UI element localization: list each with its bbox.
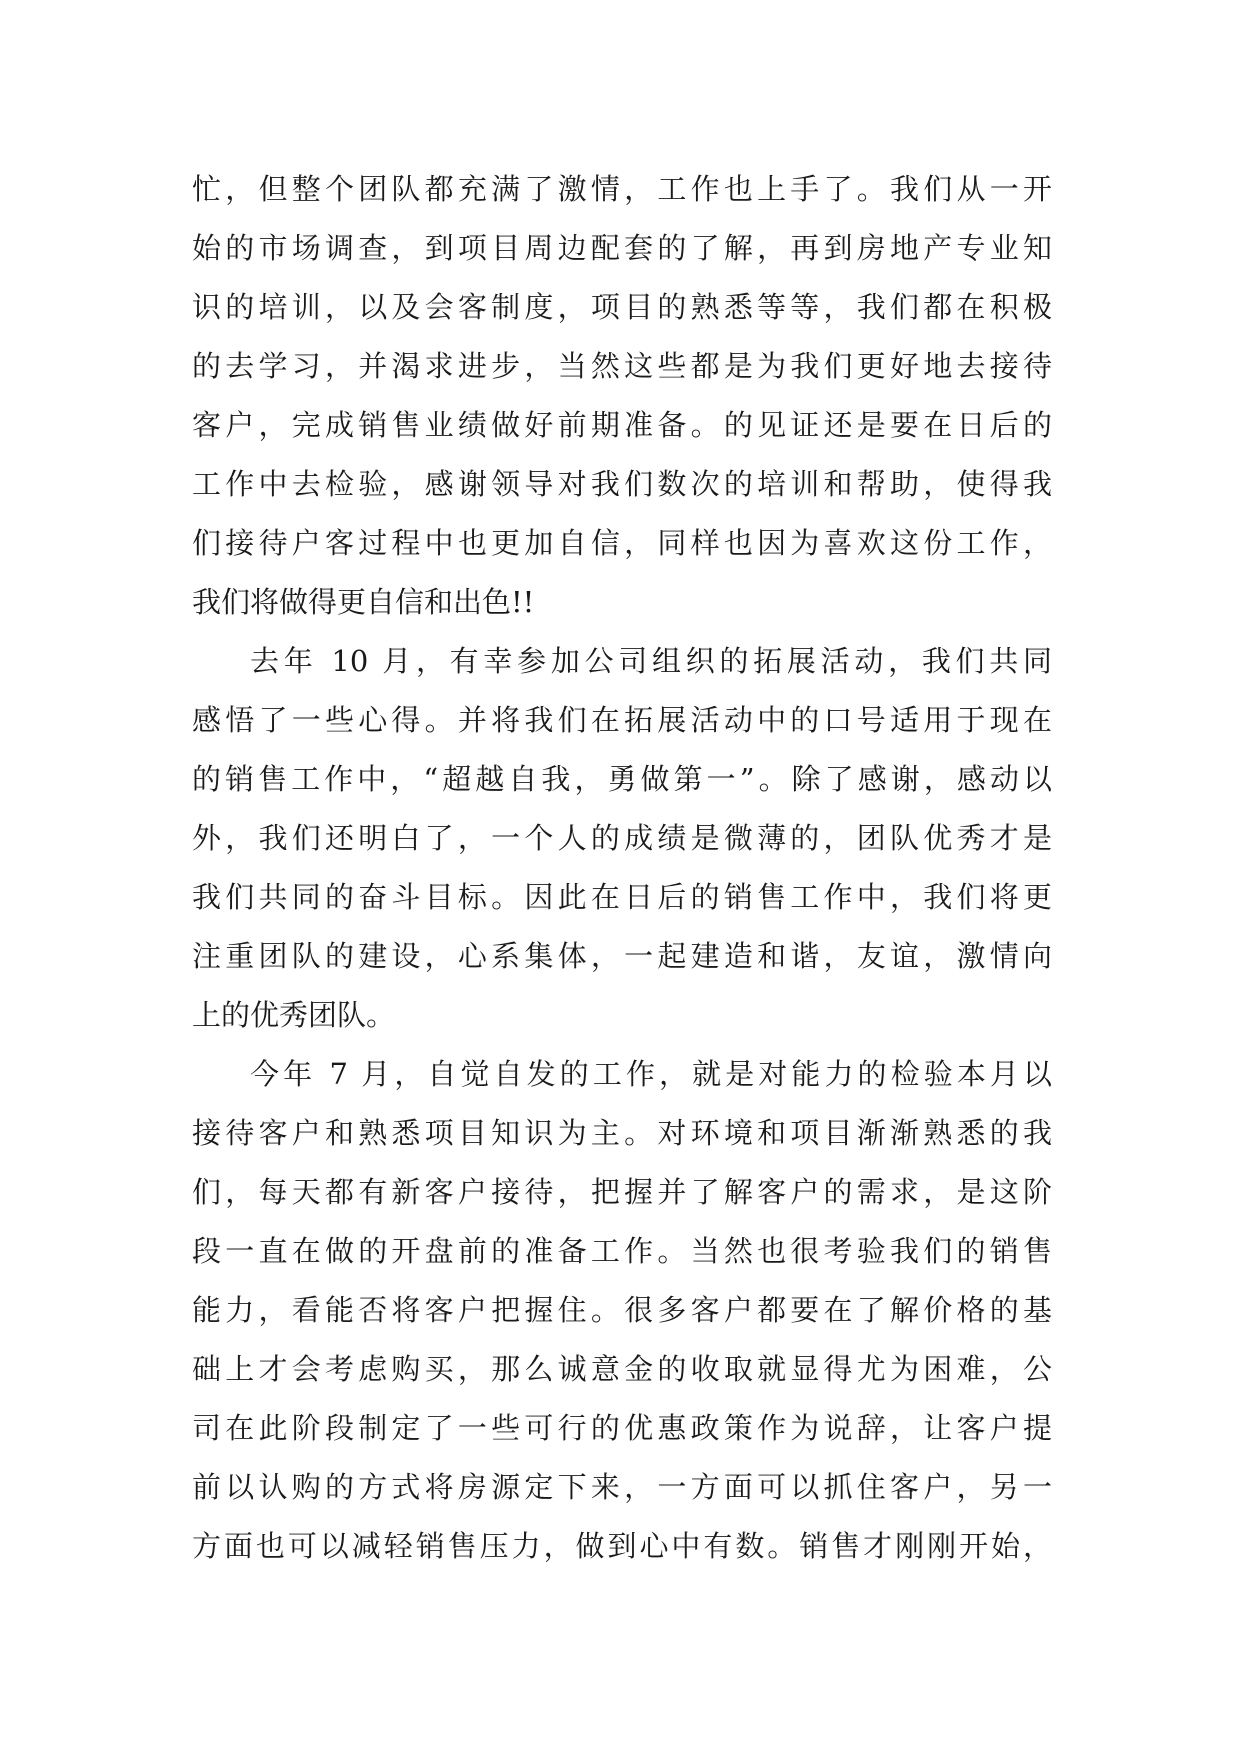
paragraph-3-line-3: 们，每天都有新客户接待，把握并了解客户的需求，是这阶 [192,1175,1052,1209]
paragraph-1-line-8: 我们将做得更自信和出色!! [192,585,535,619]
paragraph-3-line-9: 方面也可以减轻销售压力，做到心中有数。销售才刚刚开始， [192,1529,1052,1563]
paragraph-1-line-5: 客户，完成销售业绩做好前期准备。的见证还是要在日后的 [192,408,1052,442]
paragraph-2-line-4: 外，我们还明白了，一个人的成绩是微薄的，团队优秀才是 [192,821,1052,855]
paragraph-3-line-7: 司在此阶段制定了一些可行的优惠政策作为说辞，让客户提 [192,1411,1052,1445]
paragraph-2-line-7: 上的优秀团队。 [192,998,396,1032]
paragraph-1-line-6: 工作中去检验，感谢领导对我们数次的培训和帮助，使得我 [192,467,1052,501]
paragraph-3-line-5: 能力，看能否将客户把握住。很多客户都要在了解价格的基 [192,1293,1052,1327]
paragraph-1-line-1: 忙，但整个团队都充满了激情，工作也上手了。我们从一开 [192,172,1052,206]
paragraph-2-line-3: 的销售工作中，“超越自我，勇做第一”。除了感谢，感动以 [192,762,1052,796]
paragraph-3-line-6: 础上才会考虑购买，那么诚意金的收取就显得尤为困难，公 [192,1352,1052,1386]
paragraph-2-line-6: 注重团队的建设，心系集体，一起建造和谐，友谊，激情向 [192,939,1052,973]
paragraph-2-line-2: 感悟了一些心得。并将我们在拓展活动中的口号适用于现在 [192,703,1052,737]
paragraph-1-line-2: 始的市场调查，到项目周边配套的了解，再到房地产专业知 [192,231,1052,265]
paragraph-1-line-7: 们接待户客过程中也更加自信，同样也因为喜欢这份工作， [192,526,1052,560]
document-body [192,160,1052,1576]
paragraph-2-line-5: 我们共同的奋斗目标。因此在日后的销售工作中，我们将更 [192,880,1052,914]
paragraph-3-line-2: 接待客户和熟悉项目知识为主。对环境和项目渐渐熟悉的我 [192,1116,1052,1150]
paragraph-3-line-1: 今年 7 月，自觉自发的工作，就是对能力的检验本月以 [250,1057,1052,1091]
paragraph-3-line-8: 前以认购的方式将房源定下来，一方面可以抓住客户，另一 [192,1470,1052,1504]
paragraph-2-line-1: 去年 10 月，有幸参加公司组织的拓展活动，我们共同 [250,644,1052,678]
paragraph-1-line-4: 的去学习，并渴求进步，当然这些都是为我们更好地去接待 [192,349,1052,383]
paragraph-1-line-3: 识的培训，以及会客制度，项目的熟悉等等，我们都在积极 [192,290,1052,324]
paragraph-3-line-4: 段一直在做的开盘前的准备工作。当然也很考验我们的销售 [192,1234,1052,1268]
